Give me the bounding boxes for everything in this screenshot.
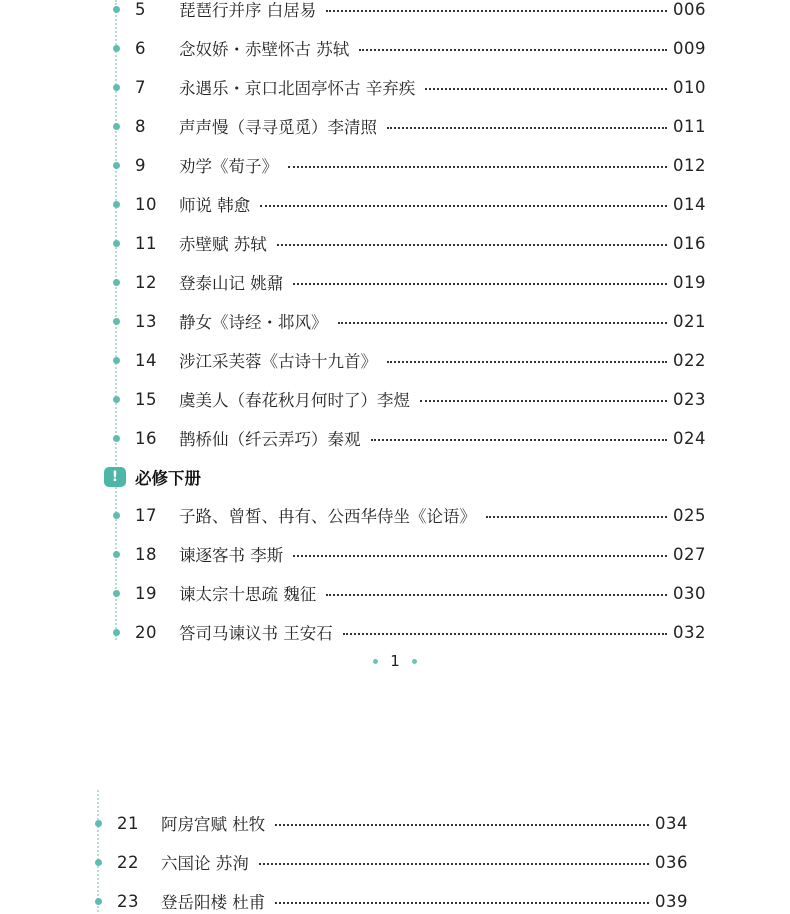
entry-page: 006 — [673, 0, 706, 19]
dot-leader — [425, 88, 667, 90]
entry-page: 014 — [673, 194, 706, 214]
dot-leader — [326, 10, 667, 12]
toc-entry — [0, 191, 790, 217]
entry-page: 027 — [673, 544, 706, 564]
entry-title: 谏逐客书 李斯 — [179, 546, 284, 565]
entry-number: 5 — [135, 0, 146, 19]
dot-leader — [293, 283, 667, 285]
entry-title: 永遇乐・京口北固亭怀古 辛弃疾 — [179, 79, 416, 98]
dot-leader — [293, 555, 667, 557]
timeline-dot — [113, 590, 120, 597]
entry-page: 039 — [655, 891, 688, 911]
entry-page: 025 — [673, 505, 706, 525]
entry-title: 子路、曾皙、冉有、公西华侍坐《论语》 — [179, 507, 476, 526]
entry-number: 22 — [117, 852, 139, 872]
entry-page: 010 — [673, 77, 706, 97]
entry-title: 鹊桥仙（纤云弄巧）秦观 — [179, 430, 361, 449]
timeline-dot — [113, 318, 120, 325]
timeline-dot — [113, 201, 120, 208]
toc-entry — [0, 888, 790, 914]
entry-page: 024 — [673, 428, 706, 448]
toc-entry — [0, 0, 790, 22]
page-number — [0, 652, 790, 670]
toc-entry — [0, 810, 790, 836]
dot-leader — [288, 166, 667, 168]
entry-number: 15 — [135, 389, 157, 409]
entry-title: 答司马谏议书 王安石 — [179, 624, 333, 643]
entry-number: 18 — [135, 544, 157, 564]
timeline-dot — [113, 629, 120, 636]
entry-title: 阿房宫赋 杜牧 — [161, 815, 266, 834]
entry-title: 谏太宗十思疏 魏征 — [179, 585, 317, 604]
entry-title: 涉江采芙蓉《古诗十九首》 — [179, 352, 377, 371]
entry-number: 12 — [135, 272, 157, 292]
toc-entry — [0, 580, 790, 606]
dot-leader — [326, 594, 667, 596]
dot-leader — [371, 439, 667, 441]
entry-number: 19 — [135, 583, 157, 603]
page-number-dot-right — [412, 659, 417, 664]
entry-page: 011 — [673, 116, 706, 136]
entry-page: 022 — [673, 350, 706, 370]
entry-page: 036 — [655, 852, 688, 872]
entry-page: 032 — [673, 622, 706, 642]
dot-leader — [338, 322, 667, 324]
timeline-dot — [95, 859, 102, 866]
dot-leader — [387, 127, 667, 129]
toc-entry — [0, 541, 790, 567]
entry-page: 009 — [673, 38, 706, 58]
toc-entry — [0, 425, 790, 451]
entry-title: 念奴娇・赤壁怀古 苏轼 — [179, 40, 350, 59]
entry-title: 劝学《荀子》 — [179, 157, 278, 176]
entry-number: 6 — [135, 38, 146, 58]
entry-title: 师说 韩愈 — [179, 196, 251, 215]
timeline-dot — [113, 6, 120, 13]
timeline-dot — [113, 123, 120, 130]
entry-number: 20 — [135, 622, 157, 642]
section-title: 必修下册 — [135, 469, 201, 488]
entry-number: 7 — [135, 77, 146, 97]
entry-title: 登泰山记 姚鼐 — [179, 274, 284, 293]
timeline-dot — [95, 820, 102, 827]
entry-number: 13 — [135, 311, 157, 331]
toc-entry — [0, 502, 790, 528]
dot-leader — [486, 516, 667, 518]
timeline-dot — [113, 396, 120, 403]
entry-page: 012 — [673, 155, 706, 175]
entry-number: 21 — [117, 813, 139, 833]
timeline-dot — [113, 162, 120, 169]
entry-page: 016 — [673, 233, 706, 253]
entry-page: 021 — [673, 311, 706, 331]
entry-title: 赤壁赋 苏轼 — [179, 235, 267, 254]
entry-title: 登岳阳楼 杜甫 — [161, 893, 266, 912]
entry-title: 虞美人（春花秋月何时了）李煜 — [179, 391, 410, 410]
section-header — [104, 463, 201, 491]
timeline-dot — [113, 551, 120, 558]
entry-page: 023 — [673, 389, 706, 409]
timeline-dot — [113, 45, 120, 52]
dot-leader — [343, 633, 667, 635]
dot-leader — [259, 863, 649, 865]
toc-page-2 — [0, 790, 790, 912]
entry-page: 034 — [655, 813, 688, 833]
timeline-dot — [113, 240, 120, 247]
entry-number: 16 — [135, 428, 157, 448]
dot-leader — [359, 49, 667, 51]
page-number-text: 1 — [390, 652, 400, 670]
dot-leader — [260, 205, 667, 207]
entry-number: 17 — [135, 505, 157, 525]
toc-entry — [0, 849, 790, 875]
timeline-dot — [113, 84, 120, 91]
toc-entry — [0, 347, 790, 373]
entry-number: 9 — [135, 155, 146, 175]
entry-number: 8 — [135, 116, 146, 136]
exclamation-icon: ! — [104, 467, 126, 487]
entry-number: 23 — [117, 891, 139, 911]
entry-number: 10 — [135, 194, 157, 214]
dot-leader — [275, 824, 649, 826]
toc-entry — [0, 269, 790, 295]
toc-entry — [0, 619, 790, 645]
entry-page: 019 — [673, 272, 706, 292]
dot-leader — [420, 400, 667, 402]
toc-entry — [0, 308, 790, 334]
entry-title: 琵琶行并序 白居易 — [179, 1, 317, 20]
toc-entry — [0, 230, 790, 256]
dot-leader — [277, 244, 667, 246]
timeline-dot — [95, 898, 102, 905]
entry-title: 六国论 苏洵 — [161, 854, 249, 873]
entry-page: 030 — [673, 583, 706, 603]
timeline-dot — [113, 357, 120, 364]
timeline-dot — [113, 512, 120, 519]
toc-entry — [0, 152, 790, 178]
timeline-dot — [113, 435, 120, 442]
toc-entry — [0, 386, 790, 412]
toc-entry — [0, 74, 790, 100]
dot-leader — [387, 361, 667, 363]
entry-number: 11 — [135, 233, 157, 253]
entry-title: 声声慢（寻寻觅觅）李清照 — [179, 118, 377, 137]
toc-entry — [0, 35, 790, 61]
timeline-dot — [113, 279, 120, 286]
page-number-dot-left — [373, 659, 378, 664]
entry-number: 14 — [135, 350, 157, 370]
entry-title: 静女《诗经・邶风》 — [179, 313, 328, 332]
dot-leader — [275, 902, 649, 904]
toc-entry — [0, 113, 790, 139]
